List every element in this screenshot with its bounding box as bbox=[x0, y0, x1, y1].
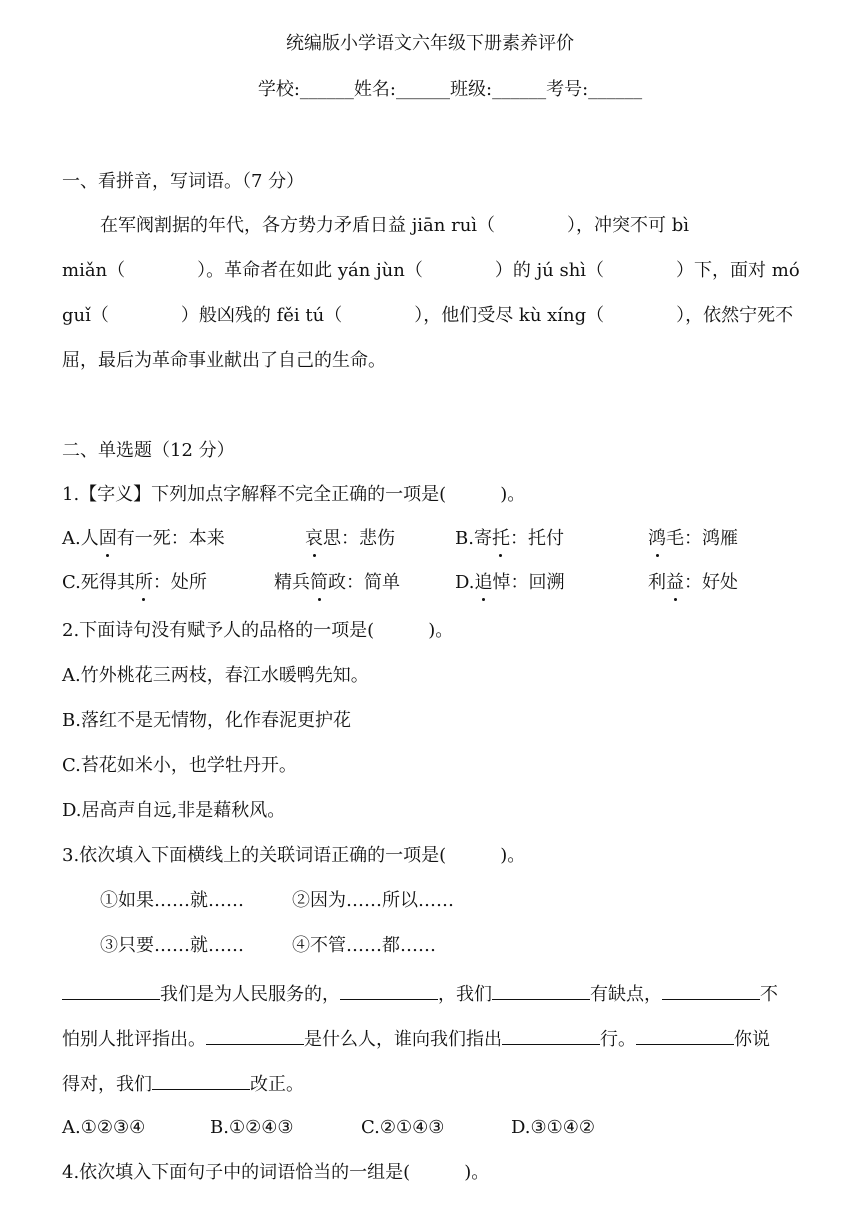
q2-option-b: B.落红不是无情物，化作春泥更护花 bbox=[62, 710, 351, 731]
fill-blank[interactable] bbox=[340, 981, 438, 1000]
student-info-line bbox=[0, 78, 860, 102]
fill-blank[interactable] bbox=[62, 981, 160, 1000]
fill-blank[interactable] bbox=[492, 981, 590, 1000]
school-field: 学校:______ bbox=[257, 79, 354, 100]
dotted-char: 追 bbox=[474, 572, 493, 593]
q2-stem: 2.下面诗句没有赋予人的品格的一项是( )。 bbox=[62, 620, 454, 641]
dotted-char: 托 bbox=[491, 528, 510, 549]
page-title: 统编版小学语文六年级下册素养评价 bbox=[286, 33, 574, 54]
q1-option-b1: B.寄托：托付 bbox=[455, 528, 564, 549]
pinyin-line-1: 在军阀割据的年代，各方势力矛盾日益 jiān ruì（ ），冲突不可 bì bbox=[100, 215, 690, 236]
q4-stem: 4.依次填入下面句子中的词语恰当的一组是( )。 bbox=[62, 1162, 490, 1183]
q1-option-c1: C.死得其所：处所 bbox=[62, 572, 207, 593]
q3-choice-2: ②因为……所以…… bbox=[292, 890, 454, 911]
q3-option-d: D.③①④② bbox=[511, 1117, 596, 1138]
q1-option-a2: 哀思：悲伤 bbox=[305, 528, 395, 549]
q1-option-b2: 鸿毛：鸿雁 bbox=[648, 528, 738, 549]
fill-blank[interactable] bbox=[502, 1026, 600, 1045]
q2-option-c: C.苔花如米小，也学牡丹开。 bbox=[62, 755, 297, 776]
dotted-char: 固 bbox=[98, 528, 117, 549]
fill-blank[interactable] bbox=[206, 1026, 304, 1045]
fill-blank[interactable] bbox=[152, 1071, 250, 1090]
q3-option-b: B.①②④③ bbox=[210, 1117, 294, 1138]
class-field: 班级:______ bbox=[450, 79, 547, 100]
dotted-char: 简 bbox=[310, 572, 328, 593]
q3-choice-4: ④不管……都…… bbox=[292, 935, 436, 956]
q3-option-a: A.①②③④ bbox=[62, 1117, 146, 1138]
q1-option-a1: A.人固有一死：本来 bbox=[62, 528, 225, 549]
q3-choice-1: ①如果……就…… bbox=[100, 890, 244, 911]
pinyin-line-3: guǐ（ ）般凶残的 fěi tú（ ），他们受尽 kù xíng（ ），依然宁死不 bbox=[62, 305, 794, 326]
section2-heading: 二、单选题（12 分） bbox=[62, 440, 235, 461]
fill-blank[interactable] bbox=[636, 1026, 734, 1045]
pinyin-line-2: miǎn（ ）。革命者在如此 yán jùn（ ）的 jú shì（ ）下，面对 mó bbox=[62, 260, 800, 281]
dotted-char: 所 bbox=[134, 572, 153, 593]
q3-option-c: C.②①④③ bbox=[361, 1117, 445, 1138]
q2-option-a: A.竹外桃花三两枝，春江水暖鸭先知。 bbox=[62, 665, 369, 686]
fill-blank[interactable] bbox=[662, 981, 760, 1000]
exam-number-field: 考号:______ bbox=[546, 79, 643, 100]
q3-paragraph-line-2: 怕别人批评指出。 是什么人，谁向我们指出 行。 你说 bbox=[62, 1026, 770, 1052]
dotted-char: 鸿 bbox=[648, 528, 666, 549]
pinyin-line-4: 屈，最后为革命事业献出了自己的生命。 bbox=[62, 350, 386, 371]
dotted-char: 哀 bbox=[305, 528, 323, 549]
dotted-char: 益 bbox=[666, 572, 684, 593]
section1-heading: 一、看拼音，写词语。（7 分） bbox=[62, 171, 305, 192]
q1-option-d2: 利益：好处 bbox=[648, 572, 738, 593]
q1-option-d1: D.追悼：回溯 bbox=[455, 572, 565, 593]
q1-option-c2: 精兵简政：简单 bbox=[274, 572, 400, 593]
q3-stem: 3.依次填入下面横线上的关联词语正确的一项是( )。 bbox=[62, 845, 526, 866]
q2-option-d: D.居高声自远,非是藉秋风。 bbox=[62, 800, 286, 821]
q3-paragraph-line-3: 得对，我们 改正。 bbox=[62, 1071, 304, 1097]
q3-paragraph-line-1: 我们是为人民服务的， ，我们 有缺点， 不 bbox=[62, 981, 778, 1007]
q3-choice-3: ③只要……就…… bbox=[100, 935, 244, 956]
q1-stem: 1.【字义】下列加点字解释不完全正确的一项是( )。 bbox=[62, 484, 526, 505]
name-field: 姓名:______ bbox=[353, 79, 450, 100]
